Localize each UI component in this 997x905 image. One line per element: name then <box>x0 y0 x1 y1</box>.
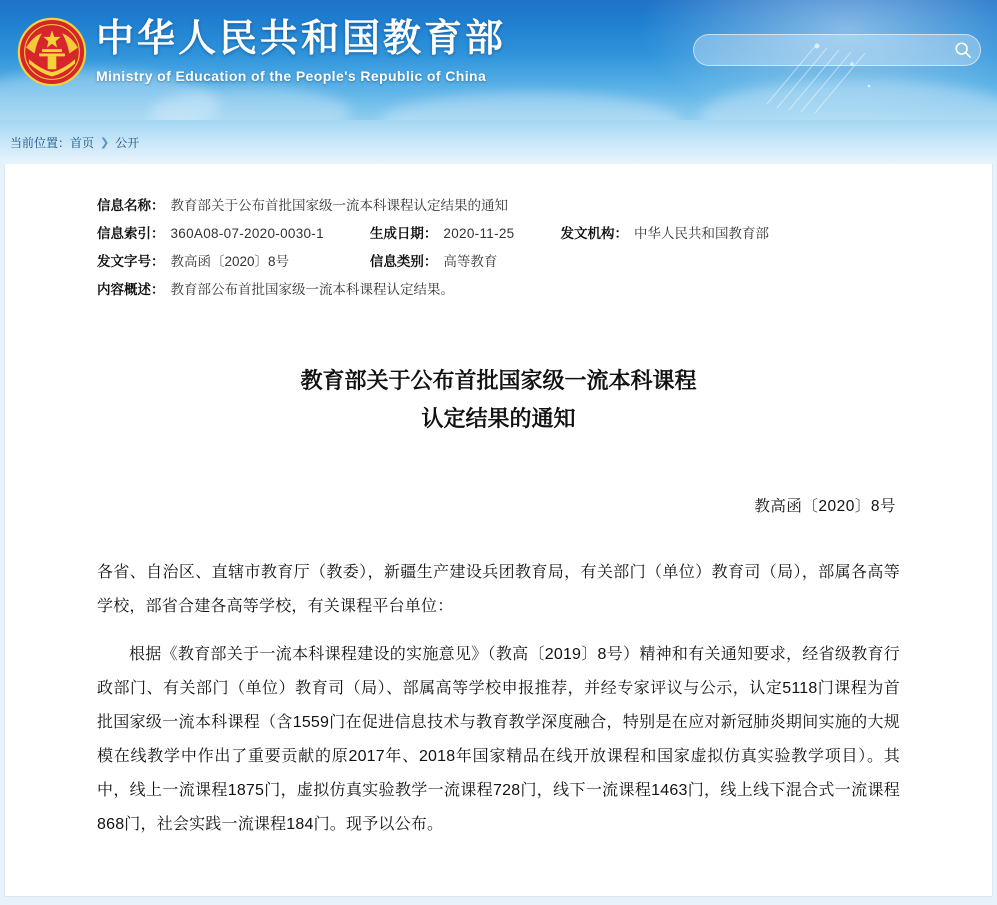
document-title-line1: 教育部关于公布首批国家级一流本科课程 <box>300 368 697 393</box>
document-title <box>119 362 879 438</box>
meta-label-docnum: 发文字号： <box>97 254 165 269</box>
search-button[interactable] <box>946 35 980 65</box>
search-icon <box>954 41 972 59</box>
cloud-decoration <box>380 92 680 120</box>
meta-value-summary: 教育部公布首批国家级一流本科课程认定结果。 <box>170 282 454 297</box>
meta-value-index: 360A08-07-2020-0030-1 <box>170 226 324 241</box>
document-number: 教高函〔2020〕8号 <box>754 498 896 515</box>
meta-label-index: 信息索引： <box>97 226 165 241</box>
meta-row-summary <box>97 276 815 304</box>
document-meta <box>97 192 992 304</box>
document-paragraph-1: 根据《教育部关于一流本科课程建设的实施意见》（教高〔2019〕8号）精神和有关通知要求，经省级教育行政部门、有关部门（单位）教育司（局）、部属高等学校申报推荐，并经专家评议与公示，认定5118门课程为首批国家级一流本科课程（含1559门在促进信息技术与教育教学深度融合，特别是在应对新冠肺炎期间实施的大规模在线教学中作出了重要贡献的原2017年、2018年国家精品在线开放课程和国家虚拟仿真实验教学项目）。其中，线上一流课程1875门，虚拟仿真实验教学一流课程728门，线下一流课程1463门，线上线下混合式一流课程868门，社会实践一流课程184门。现予以公布。 <box>97 646 900 833</box>
breadcrumb <box>0 120 997 164</box>
meta-row-index <box>97 220 815 248</box>
site-brand <box>96 16 506 84</box>
meta-value-issuer: 中华人民共和国教育部 <box>633 226 769 241</box>
meta-value-category: 高等教育 <box>443 254 498 269</box>
document-title-line2: 认定结果的通知 <box>421 406 576 431</box>
site-title-en: Ministry of Education of the People's Republic of China <box>96 68 487 84</box>
meta-row-name <box>97 192 815 220</box>
meta-label-created: 生成日期： <box>369 226 438 241</box>
search-input[interactable] <box>694 36 946 64</box>
document-card <box>4 164 993 897</box>
breadcrumb-label: 当前位置： <box>10 135 71 150</box>
document-paragraph-salutation: 各省、自治区、直辖市教育厅（教委），新疆生产建设兵团教育局，有关部门（单位）教育司（局），部属各高等学校，部省合建各高等学校，有关课程平台单位： <box>97 564 900 615</box>
meta-value-name: 教育部关于公布首批国家级一流本科课程认定结果的通知 <box>170 198 508 213</box>
breadcrumb-item-open[interactable]: 公开 <box>115 135 140 150</box>
meta-label-issuer: 发文机构： <box>560 226 628 241</box>
search-box[interactable] <box>693 34 981 66</box>
document-body <box>97 556 900 842</box>
meta-label-name: 信息名称： <box>97 198 165 213</box>
site-header <box>0 0 997 120</box>
meta-row-docnum <box>97 248 815 276</box>
content-wrapper <box>0 164 997 905</box>
national-emblem <box>16 16 88 88</box>
meta-label-category: 信息类别： <box>369 254 438 269</box>
meta-label-summary: 内容概述： <box>97 282 165 297</box>
breadcrumb-item-home[interactable]: 首页 <box>70 135 95 150</box>
chevron-right-icon: ❯ <box>100 136 110 149</box>
meta-value-created: 2020-11-25 <box>443 226 515 241</box>
site-title-cn: 中华人民共和国教育部 <box>96 18 507 60</box>
meta-value-docnum: 教高函〔2020〕8号 <box>170 254 290 269</box>
